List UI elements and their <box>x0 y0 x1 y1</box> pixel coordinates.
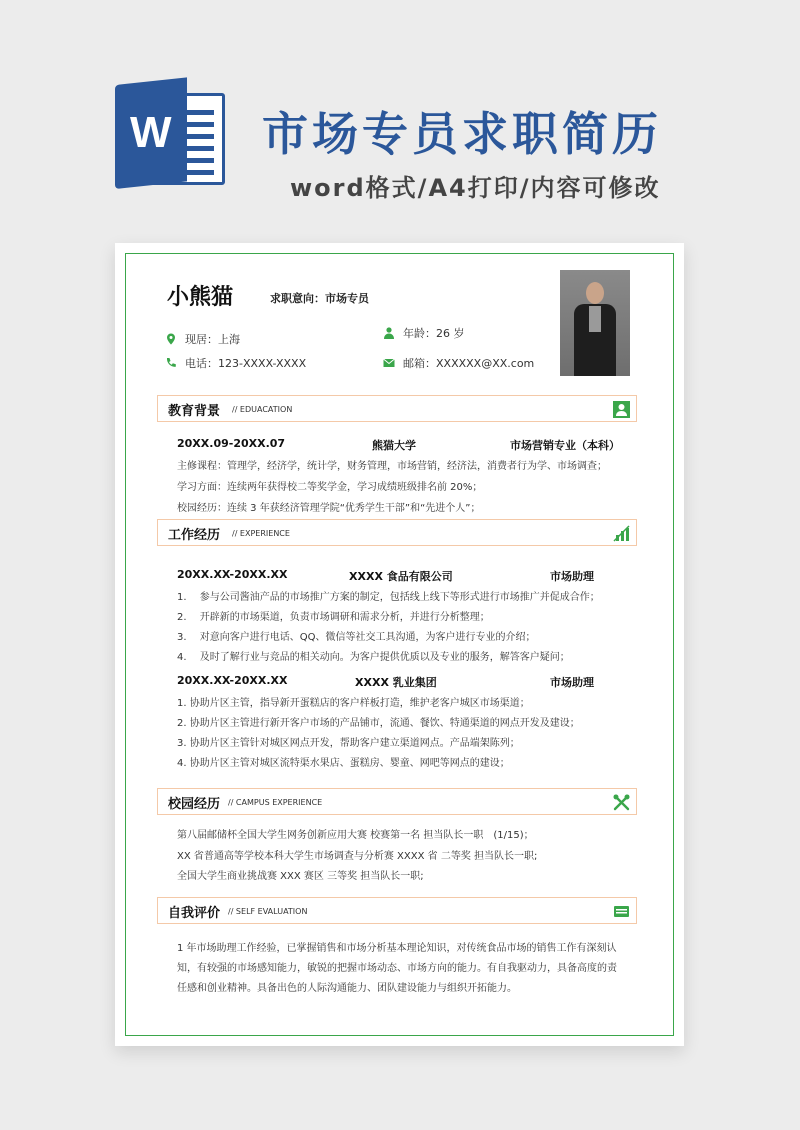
education-title-en: // EDUACATION <box>232 405 293 414</box>
self-eval-title-en: // SELF EVALUATION <box>228 907 308 916</box>
profile-photo <box>560 270 630 376</box>
campus-section-header <box>157 788 637 815</box>
age-text: 年龄：26 岁 <box>403 327 465 340</box>
job-duty-line: 1. 协助片区主管，指导新开蛋糕店的客户样板打造，维护老客户城区市场渠道； <box>177 698 530 709</box>
education-section-header <box>157 395 637 422</box>
education-line: 学习方面：连续两年获得校二等奖学金，学习成绩班级排名前 20%； <box>177 482 483 493</box>
word-logo-letter: W <box>130 108 172 158</box>
banner-title: 市场专员求职简历 <box>262 107 662 161</box>
job-company: XXXX 乳业集团 <box>355 676 437 689</box>
job-period: 20XX.XX-20XX.XX <box>177 674 288 687</box>
location-pin-icon <box>165 333 177 345</box>
email-row <box>383 355 534 371</box>
age-row <box>383 325 465 341</box>
job-role: 市场助理 <box>550 570 594 583</box>
graduate-icon <box>613 401 630 418</box>
education-period: 20XX.09-20XX.07 <box>177 437 286 450</box>
education-school: 熊猫大学 <box>372 439 416 452</box>
self-eval-section-header <box>157 897 637 924</box>
campus-line: 全国大学生商业挑战赛 XXX 赛区 三等奖 担当队长一职; <box>177 871 424 882</box>
person-icon <box>383 327 395 339</box>
chart-icon <box>613 525 630 542</box>
campus-title-en: // CAMPUS EXPERIENCE <box>228 798 323 807</box>
education-major: 市场营销专业（本科） <box>510 439 620 452</box>
job-duty-line: 4. 及时了解行业与竞品的相关动向。为客户提供优质以及专业的服务，解答客户疑问； <box>177 652 570 663</box>
keyboard-icon <box>613 903 630 920</box>
email-text: 邮箱：XXXXXX@XX.com <box>403 357 535 370</box>
word-logo-icon <box>115 85 227 189</box>
job-intent: 求职意向：市场专员 <box>270 292 369 305</box>
job-duty-line: 1. 参与公司酱油产品的市场推广方案的制定，包括线上线下等形式进行市场推广并促成合作； <box>177 592 600 603</box>
self-eval-title: 自我评价 <box>168 906 221 921</box>
experience-section-header <box>157 519 637 546</box>
phone-text: 电话：123-XXXX-XXXX <box>185 357 307 370</box>
experience-title-en: // EXPERIENCE <box>232 529 290 538</box>
location-row <box>165 331 240 347</box>
education-line: 主修课程：管理学，经济学，统计学，财务管理，市场营销，经济法，消费者行为学、市场调查； <box>177 461 607 472</box>
job-company: XXXX 食品有限公司 <box>349 570 453 583</box>
job-role: 市场助理 <box>550 676 594 689</box>
job-duty-line: 3. 对意向客户进行电话、QQ、微信等社交工具沟通，为客户进行专业的介绍； <box>177 632 536 643</box>
resume-page <box>115 243 684 1046</box>
job-duty-line: 3. 协助片区主管针对城区网点开发，帮助客户建立渠道网点。产品端架陈列； <box>177 738 520 749</box>
education-title: 教育背景 <box>168 404 221 419</box>
job-duty-line: 2. 协助片区主管进行新开客户市场的产品铺市，流通、餐饮、特通渠道的网点开发及建设； <box>177 718 580 729</box>
job-period: 20XX.XX-20XX.XX <box>177 568 288 581</box>
candidate-name: 小熊猫 <box>167 285 234 310</box>
campus-title: 校园经历 <box>168 797 221 812</box>
education-line: 校园经历：连续 3 年获经济管理学院“优秀学生干部”和“先进个人”； <box>177 503 481 514</box>
self-eval-text: 1 年市场助理工作经验，已掌握销售和市场分析基本理论知识，对传统食品市场的销售工作有深刻认知，有较强的市场感知能力，敏锐的把握市场动态、市场方向的能力。有自我驱动力，具备高度的责任感和创业精神。具备出色的人际沟通能力、团队建设能力与组织开拓能力。 <box>177 943 617 994</box>
experience-title: 工作经历 <box>168 528 221 543</box>
banner-subtitle: word格式/A4打印/内容可修改 <box>290 174 661 202</box>
tools-icon <box>613 794 630 811</box>
phone-row <box>165 355 306 371</box>
job-duty-line: 4. 协助片区主管对城区流特渠水果店、蛋糕房、婴童、网吧等网点的建设； <box>177 758 510 769</box>
campus-line: XX 省普通高等学校本科大学生市场调查与分析赛 XXXX 省 二等奖 担当队长一职; <box>177 851 538 862</box>
campus-line: 第八届邮储杯全国大学生网务创新应用大赛 校赛第一名 担当队长一职 (1/15)； <box>177 830 534 841</box>
job-duty-line: 2. 开辟新的市场渠道，负责市场调研和需求分析，并进行分析整理； <box>177 612 490 623</box>
location-text: 现居：上海 <box>185 333 240 346</box>
phone-icon <box>165 357 177 369</box>
mail-icon <box>383 357 395 369</box>
